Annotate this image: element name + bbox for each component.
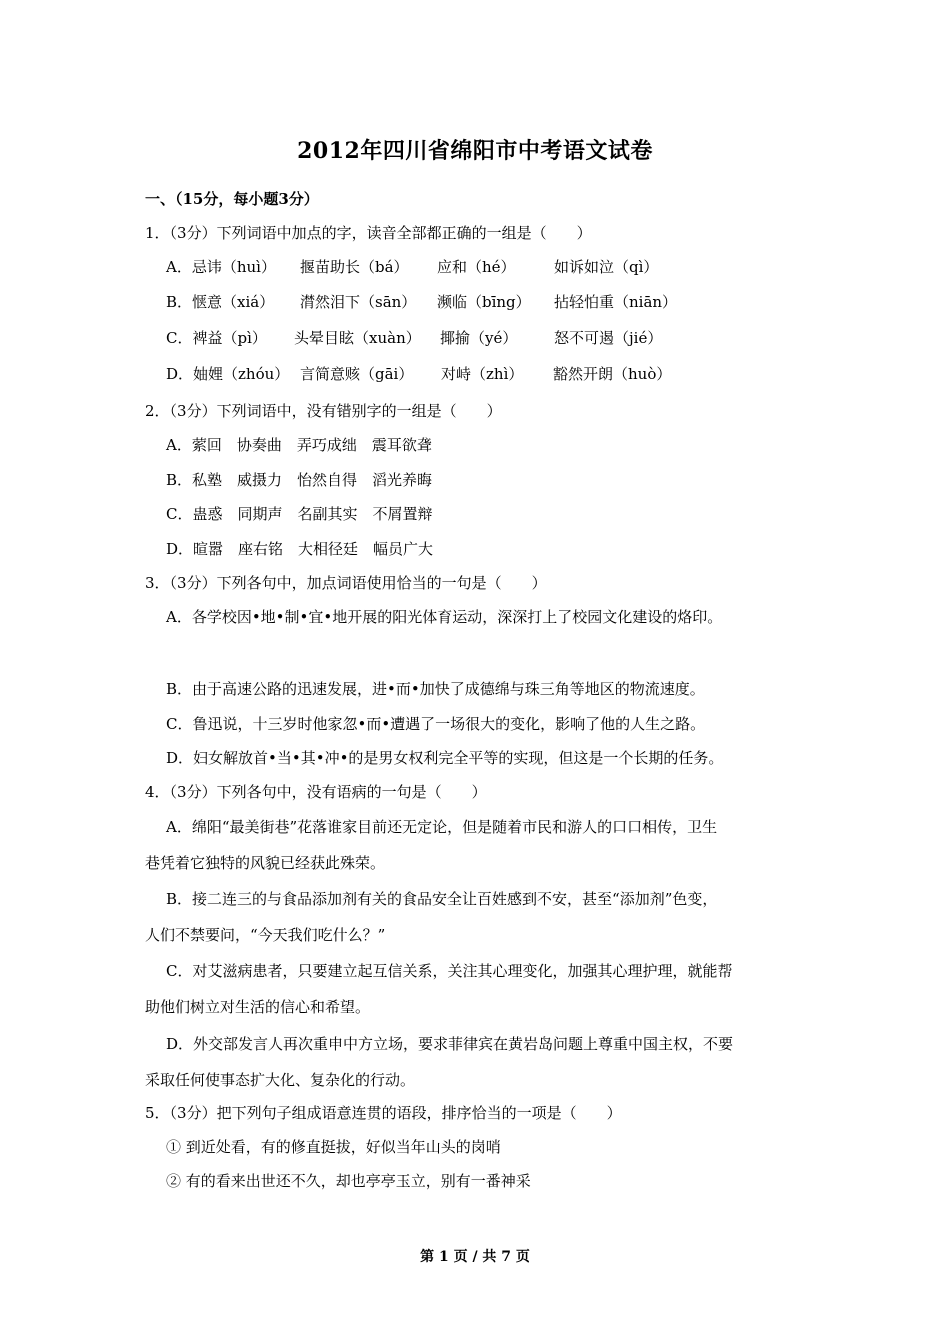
- q3-option-c: C．鲁迅说，十三岁时他家忽•而•遭遇了一场很大的变化，影响了他的人生之路。: [166, 715, 706, 733]
- q3-option-a: A．各学校因•地•制•宜•地开展的阳光体育运动，深深打上了校园文化建设的烙印。: [166, 608, 723, 626]
- q1-d-3: 对峙（zhì）: [441, 365, 524, 383]
- q1-c-4: 怒不可遏（jié）: [554, 329, 663, 347]
- q3-stem: 3．（3分）下列各句中，加点词语使用恰当的一句是（ ）: [145, 574, 547, 592]
- q4-option-d-line1: D．外交部发言人再次重申中方立场，要求菲律宾在黄岩岛问题上尊重中国主权，不要: [166, 1035, 734, 1053]
- q1-a-2: 揠苗助长（bá）: [300, 258, 409, 276]
- q1-b-4: 拈轻怕重（niān）: [554, 293, 678, 311]
- q1-a-4: 如诉如泣（qì）: [554, 258, 659, 276]
- q4-option-b-line1: B．接二连三的与食品添加剂有关的食品安全让百姓感到不安，甚至“添加剂”色变，: [166, 890, 718, 908]
- q4-option-b-line2: 人们不禁要问，“今天我们吃什么？”: [145, 926, 386, 944]
- q4-option-a-line2: 巷凭着它独特的风貌已经获此殊荣。: [145, 854, 386, 872]
- q1-c-1: C．裨益（pì）: [166, 329, 267, 347]
- q1-b-2: 潸然泪下（sān）: [300, 293, 417, 311]
- q1-a-1: A．忌讳（huì）: [166, 258, 276, 276]
- q1-b-1: B．惬意（xiá）: [166, 293, 275, 311]
- q1-stem: 1．（3分）下列词语中加点的字，读音全部都正确的一组是（ ）: [145, 224, 592, 242]
- q2-option-a: A．萦回 协奏曲 弄巧成绌 震耳欲聋: [166, 436, 432, 454]
- q1-option-b: [166, 292, 677, 312]
- exam-title: 2012年四川省绵阳市中考语文试卷: [297, 138, 653, 164]
- q4-stem: 4．（3分）下列各句中，没有语病的一句是（ ）: [145, 783, 487, 801]
- q5-stem: 5．（3分）把下列句子组成语意连贯的语段，排序恰当的一项是（ ）: [145, 1104, 622, 1122]
- q1-d-1: D．妯娌（zhóu）: [166, 365, 290, 383]
- q2-option-b: B．私塾 威摄力 怡然自得 滔光养晦: [166, 471, 433, 489]
- q1-c-3: 揶揄（yé）: [440, 329, 518, 347]
- q4-option-a-line1: A．绵阳“最美街巷”花落谁家目前还无定论，但是随着市民和游人的口口相传，卫生: [166, 818, 718, 836]
- section-heading: 一、（15分，每小题3分）: [145, 190, 319, 208]
- q4-option-d-line2: 采取任何使事态扩大化、复杂化的行动。: [145, 1071, 416, 1089]
- q5-item-1: ① 到近处看，有的修直挺拔，好似当年山头的岗哨: [166, 1138, 501, 1156]
- q5-item-2: ② 有的看来出世还不久，却也亭亭玉立，别有一番神采: [166, 1172, 531, 1190]
- q1-option-a: [166, 257, 658, 277]
- page-footer: 第 1 页 / 共 7 页: [420, 1249, 530, 1265]
- q1-b-3: 濒临（bīng）: [437, 293, 531, 311]
- q2-stem: 2．（3分）下列词语中，没有错别字的一组是（ ）: [145, 402, 502, 420]
- q1-d-4: 豁然开朗（huò）: [553, 365, 672, 383]
- q4-option-c-line1: C．对艾滋病患者，只要建立起互信关系，关注其心理变化，加强其心理护理，就能帮: [166, 962, 733, 980]
- q4-option-c-line2: 助他们树立对生活的信心和希望。: [145, 998, 371, 1016]
- q1-c-2: 头晕目眩（xuàn）: [294, 329, 421, 347]
- q3-option-b: B．由于高速公路的迅速发展，进•而•加快了成德绵与珠三角等地区的物流速度。: [166, 680, 705, 698]
- q2-option-c: C．蛊惑 同期声 名副其实 不屑置辩: [166, 505, 433, 523]
- q1-d-2: 言简意赅（gāi）: [300, 365, 414, 383]
- q1-a-3: 应和（hé）: [437, 258, 516, 276]
- q2-option-d: D．暄嚣 座右铭 大相径廷 幅员广大: [166, 540, 434, 558]
- q1-option-c: [166, 328, 662, 348]
- q3-option-d: D．妇女解放首•当•其•冲•的是男女权利完全平等的实现，但这是一个长期的任务。: [166, 749, 724, 767]
- q1-option-d: [166, 364, 671, 384]
